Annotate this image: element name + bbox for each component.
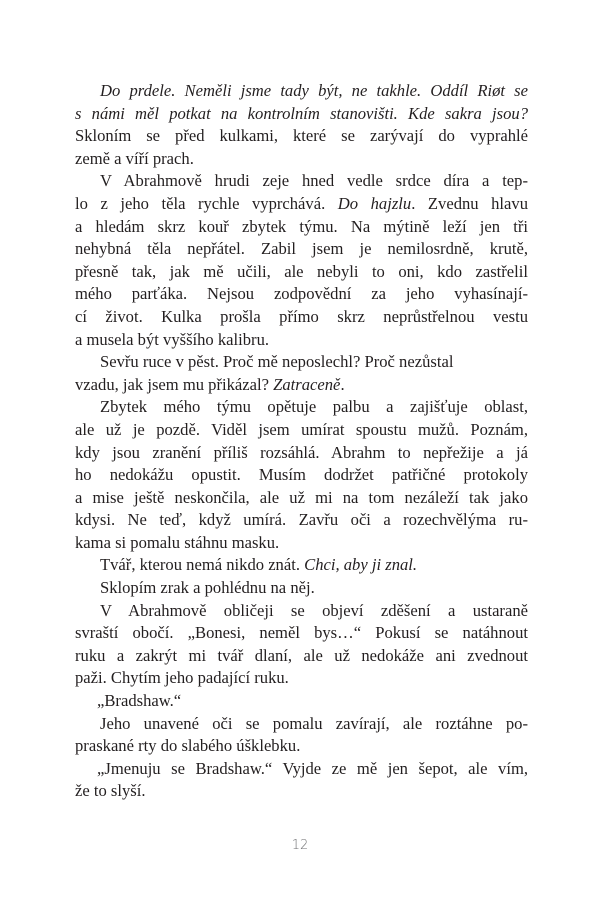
text-run: že to slyší. [75, 781, 146, 801]
text-line [75, 509, 528, 532]
text-line [75, 622, 528, 645]
text-run: ho nedokážu opustit. Musím dodržet patřičné protokoly [75, 465, 528, 485]
text-run: Tvář, kterou nemá nikdo znát. [100, 555, 305, 575]
text-run: a musela být vyššího kalibru. [75, 329, 270, 349]
text-run: V Abrahmově hrudi zeje hned vedle srdce díra a tep- [100, 171, 528, 191]
text-line [75, 170, 528, 193]
text-line [75, 216, 528, 239]
text-line [75, 645, 528, 668]
text-line [75, 125, 528, 148]
text-line [75, 374, 528, 397]
text-line [75, 780, 528, 803]
text-line [75, 396, 528, 419]
text-line [75, 735, 528, 758]
text-run: nehybná těla nepřátel. Zabil jsem je nemilosrdně, krutě, [75, 239, 528, 259]
italic-text: Do prdele. Neměli jsme tady být, ne takhle. Oddíl Riøt se [100, 81, 528, 100]
text-run: ruku a zakrýt mi tvář dlaní, ale už nedokáže ani zvednout [75, 645, 528, 665]
text-run: . Zvednu hlavu [411, 193, 528, 213]
text-run: ale už je pozdě. Viděl jsem umírat spoustu mužů. Poznám, [75, 419, 528, 439]
text-run: Jeho unavené oči se pomalu zavírají, ale roztáhne po- [100, 713, 528, 733]
text-run: přesně tak, jak mě učili, ale nebyli to oni, kdo zastřelil [75, 261, 528, 281]
text-run: a mise ještě neskončila, ale už mi na tom nezáleží tak jako [75, 487, 528, 507]
text-run: svraští obočí. „Bonesi, neměl bys…“ Pokusí se natáhnout [75, 623, 528, 643]
text-run: kama si pomalu stáhnu masku. [75, 532, 280, 552]
text-run: země a víří prach. [75, 148, 194, 168]
text-line [75, 532, 528, 555]
text-run: kdy jsou zranění příliš rozsáhlá. Abrahm to nepřežije a já [75, 442, 528, 462]
page-number: 12 [291, 838, 309, 853]
text-line [75, 690, 528, 713]
text-line [75, 148, 528, 171]
text-line [75, 193, 528, 216]
text-run: V Abrahmově obličeji se objeví zděšení a ustaraně [100, 600, 528, 620]
text-run: Sklopím zrak a pohlédnu na něj. [100, 578, 315, 598]
text-line [75, 442, 528, 465]
text-run: Sevřu ruce v pěst. Proč mě neposlechl? Proč nezůstal [100, 352, 454, 372]
text-run: „Bradshaw.“ [97, 691, 182, 711]
italic-text: Do hajzlu [337, 193, 412, 213]
text-line [75, 554, 528, 577]
text-line [75, 351, 528, 374]
text-line [75, 306, 528, 329]
text-line [75, 487, 528, 510]
text-run: cí život. Kulka prošla přímo skrz neprůstřelnou vestu [75, 306, 528, 326]
text-run: a hledám skrz kouř zbytek týmu. Na mýtině leží jen tři [75, 216, 528, 236]
text-run: praskané rty do slabého úšklebku. [75, 736, 301, 756]
text-line [75, 758, 528, 781]
text-line [75, 103, 528, 126]
italic-text: s námi měl potkat na kontrolním stanovišti. Kde sakra jsou? [75, 103, 528, 123]
text-line [75, 283, 528, 306]
text-line [75, 600, 528, 623]
text-run: mého parťáka. Nejsou zodpovědní za jeho vyhasínají- [75, 284, 528, 304]
text-run: vzadu, jak jsem mu přikázal? [75, 374, 274, 394]
text-run: Skloním se před kulkami, které se zarývají do vyprahlé [75, 126, 528, 146]
text-line [75, 329, 528, 352]
text-run: . [340, 374, 345, 394]
text-line [75, 667, 528, 690]
body-text [75, 80, 528, 803]
text-line [75, 577, 528, 600]
text-line [75, 261, 528, 284]
text-run: paži. Chytím jeho padající ruku. [75, 668, 289, 688]
text-line [75, 419, 528, 442]
text-run: „Jmenuju se Bradshaw.“ Vyjde ze mě jen šepot, ale vím, [97, 758, 528, 778]
text-line [75, 713, 528, 736]
italic-text: Zatraceně [273, 374, 341, 394]
text-line [75, 238, 528, 261]
text-line [75, 464, 528, 487]
text-run: Zbytek mého týmu opětuje palbu a zajišťuje oblast, [100, 397, 528, 417]
text-line [75, 80, 528, 103]
text-run: lo z jeho těla rychle vyprchává. [75, 193, 338, 213]
text-run: kdysi. Ne teď, když umírá. Zavřu oči a rozechvělýma ru- [75, 510, 528, 530]
italic-text: Chci, aby ji znal. [304, 555, 418, 575]
